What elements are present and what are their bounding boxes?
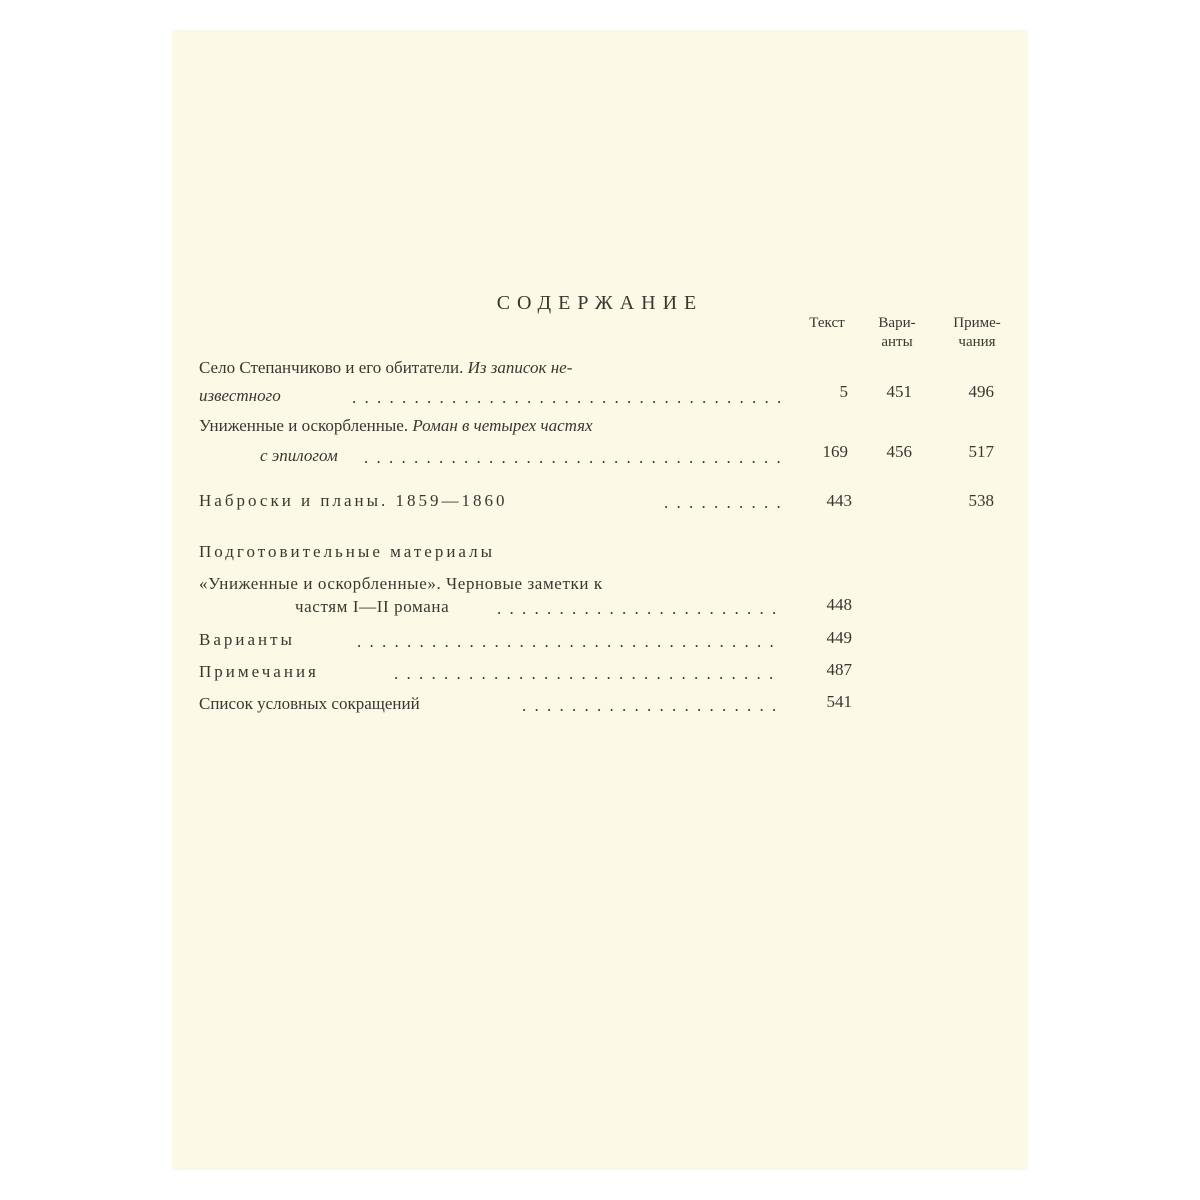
toc-entry-1-line1	[199, 358, 572, 378]
toc-entry-2-line1	[199, 416, 593, 436]
appendix-variants-page: 449	[826, 628, 852, 647]
prep-entry-leader	[497, 599, 782, 616]
prep-entry-line2: частям I—II романа	[295, 597, 450, 616]
page-title: СОДЕРЖАНИЕ	[496, 292, 704, 314]
toc-entry-1-text-page: 5	[839, 382, 848, 401]
toc-entry-1-variants-page: 451	[886, 382, 912, 401]
toc-entry-1-subtitle: Из записок не-	[467, 358, 573, 377]
column-header-notes	[937, 314, 1017, 352]
column-header-variants-line1: Вари-	[878, 315, 916, 331]
toc-entry-3-title: Наброски и планы. 1859—1860	[199, 491, 508, 510]
toc-entry-3-text-page: 443	[826, 491, 852, 510]
appendix-abbreviations-leader	[522, 696, 782, 713]
column-header-notes-line1: Приме-	[953, 315, 1001, 331]
toc-entry-2-text-page: 169	[822, 442, 848, 461]
prep-entry-page: 448	[826, 595, 852, 614]
column-header-notes-line2: чания	[958, 334, 996, 350]
toc-entry-2-leader	[364, 448, 782, 465]
prep-entry-line1: «Униженные и оскорбленные». Черновые заметки к	[199, 574, 603, 593]
toc-entry-2-title: Униженные и оскорбленные.	[199, 416, 413, 435]
appendix-abbreviations-label: Список условных сокращений	[199, 694, 420, 713]
column-header-variants-line2: анты	[881, 334, 913, 350]
toc-entry-1-notes-page: 496	[968, 382, 994, 401]
toc-entry-1-leader	[352, 388, 782, 405]
toc-entry-3-leader	[664, 493, 782, 510]
book-page	[172, 30, 1028, 1170]
appendix-notes-leader	[394, 664, 782, 681]
column-header-text-label: Текст	[809, 315, 845, 331]
toc-entry-2-notes-page: 517	[968, 442, 994, 461]
section-heading: Подготовительные материалы	[199, 542, 496, 561]
appendix-notes-page: 487	[826, 660, 852, 679]
toc-entry-2-variants-page: 456	[886, 442, 912, 461]
toc-entry-1-title: Село Степанчиково и его обитатели.	[199, 358, 468, 377]
appendix-variants-leader	[357, 632, 782, 649]
appendix-variants-label: Варианты	[199, 630, 295, 649]
appendix-notes-label: Примечания	[199, 662, 319, 681]
toc-entry-3-notes-page: 538	[968, 491, 994, 510]
toc-entry-2-line2: с эпилогом	[260, 446, 338, 465]
column-header-variants	[862, 314, 932, 352]
appendix-abbreviations-page: 541	[826, 692, 852, 711]
column-header-text	[792, 314, 862, 333]
toc-entry-1-line2: известного	[199, 386, 281, 405]
toc-entry-2-subtitle: Роман в четырех частях	[412, 416, 593, 435]
